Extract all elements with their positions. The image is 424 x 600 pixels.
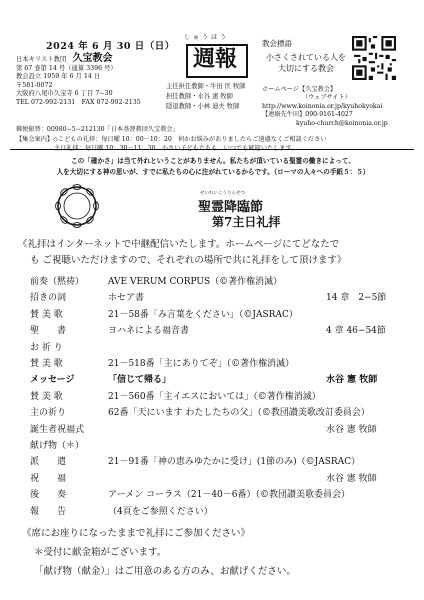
item-detail: 21－560番「主イエスにおいては」（©著作権消滅） [108,391,321,402]
item-reference: 4 章 46−54節 [326,326,386,337]
item-detail: 62番「天にいます わたしたちの父」（©教団讃美歌改訂委員会） [108,408,370,419]
item-label: 賛 美 歌 [30,359,63,369]
worship-item [30,504,410,520]
item-label: 前奏（黙祷） [30,277,85,287]
account-info: 郵便振替：00980−5−212130「日本基督教団久宝教会」 [16,126,179,133]
service-ruby: せいれいこうりんせつ [200,191,245,196]
motto-line-2: 大切にする教会 [278,64,334,73]
worship-item [30,356,410,372]
staff-3: 隠退教師・小林 迪夫 牧師 [166,103,240,110]
worship-item [30,438,410,454]
service-subtitle: 第7主日礼拝 [212,215,281,229]
item-label: 報 告 [30,506,67,517]
item-label: 聖 書 [30,326,67,337]
worship-item [30,372,410,388]
church-info [16,55,141,108]
item-label: 賛 美 歌 [30,309,63,320]
item-label: 派 遣 [30,457,67,468]
item-label: 祝 福 [30,473,67,484]
postal-code: 〒581-0072 [16,81,53,89]
founded-date: 教会設立 1959 年 6 月 14 日 [16,73,101,81]
broadcast-notice [18,237,410,269]
item-detail: 「信じて帰る」 [108,375,172,386]
bulletin-date: 2024 年 6 月 30 日（日） [46,41,175,52]
worship-item [30,422,410,438]
worship-item [30,340,410,356]
hp-sub: （ウェブサイト） [302,94,351,102]
item-label: お 祈 り [30,342,63,353]
intro-line-1: 《礼拝はインターネットで中継配信いたします。ホームページにてどなたで [18,239,340,250]
meetings-line-1: 【集会案内】◇こどもの礼拝：毎日曜 10：00－10：20 何かお悩みがありましたらご遠慮なくご相談ください [16,135,327,143]
worship-item [30,389,410,405]
intro-line-2: も ご視聴いただけますので、それぞれの場所で共に礼拝をして頂けます》 [30,255,347,266]
item-detail: アーメン コーラス（21－40－6番）（©教団讃美歌委員会） [108,490,351,501]
item-label: 招きの詞 [30,293,67,304]
church-name: 久宝教会 [72,53,113,64]
worship-item [30,307,410,323]
item-detail: 21－58番「み言葉をください」（©JASRAC） [108,309,298,320]
church-label: 日本キリスト教団 [16,56,67,63]
phone-fax: TEL 072-992-2131 FAX 072-992-2135 [16,98,141,106]
worship-item [30,454,410,470]
contact-email[interactable]: kyuho-church@koinonia.or.jp [296,119,388,127]
item-detail: AVE VERUM CORPUS（©著作権消滅） [108,277,283,287]
staff-1: 主任担任教師・牛田 匡 牧師 [166,83,246,90]
item-label: 賛 美 歌 [30,391,63,402]
item-reference: 水谷 憲 牧師 [326,424,377,435]
worship-item [30,487,410,503]
item-reference: 水谷 憲 牧師 [326,473,377,484]
staff-list [166,82,246,112]
item-label: 誕生者祝福式 [30,424,85,435]
item-detail: 21－91番「神の恵みゆたかに受け」(1節のみ)（©JASRAC） [108,457,361,468]
item-detail: （4頁をご参照ください） [108,506,213,517]
verse-line-1: この「確かさ」は当て外れということがありません。私たちが頂いている聖霊の働きによって、 [71,157,355,165]
wreath-icon [52,181,102,231]
item-label: 献げ物（＊） [30,441,85,451]
item-label: メッセージ [30,375,75,386]
motto-line-1: 小さくされている人を [266,53,346,62]
motto [262,52,350,74]
closing-line-2: ＊受付に献金箱がございます。 [34,547,167,558]
item-detail: ヨハネによる福音書 [108,326,190,337]
item-detail: ホセア書 [108,293,145,304]
service-title: 聖霊降臨節 [198,200,264,215]
item-detail: 21－518番「主にありてぞ」（©著作権消滅） [108,359,295,369]
item-label: 主の祈り [30,408,67,419]
contact-phone: 【連絡先牛田】090-9161-4027 [262,111,353,119]
hp-label: ホームページ【久宝教会】 [262,86,337,93]
title-ruby: しゅうほう [184,34,230,41]
qr-code-icon [352,36,396,80]
hp-url[interactable]: http://www.koinonia.or.jp/kyuhokyokai [262,102,383,110]
closing-notes [22,524,414,581]
worship-item [30,290,410,306]
divider [10,149,414,150]
issue-number: 第 67 巻第 14 号（通算 3396 号） [16,64,117,72]
worship-item [30,274,410,290]
address: 大阪府八尾市久宝寺 6 丁目 7−30 [16,90,113,98]
closing-line-3: 「献げ物（献金）」はご用意のある方のみ、お献げください。 [34,566,296,577]
item-reference: 14 章 2−5節 [326,293,387,304]
motto-label: 教会標語 [262,39,292,48]
contact-info [262,86,388,128]
item-reference: 水谷 憲 牧師 [326,375,378,386]
scripture-verse [22,156,404,178]
page-title: 週報 [192,46,237,72]
closing-line-1: 《席にお座りになったままで礼拝にご参加ください》 [22,528,251,539]
worship-item [30,405,410,421]
worship-item [30,471,410,487]
staff-2: 担任教師・水谷 憲 牧師 [166,93,233,100]
verse-line-2: 人を大切にする神の思いが、すでに私たちの心に注がれているからです。（ローマの人々への手紙５：５） [56,168,370,176]
worship-item [30,323,410,339]
item-label: 後 奏 [30,490,67,501]
